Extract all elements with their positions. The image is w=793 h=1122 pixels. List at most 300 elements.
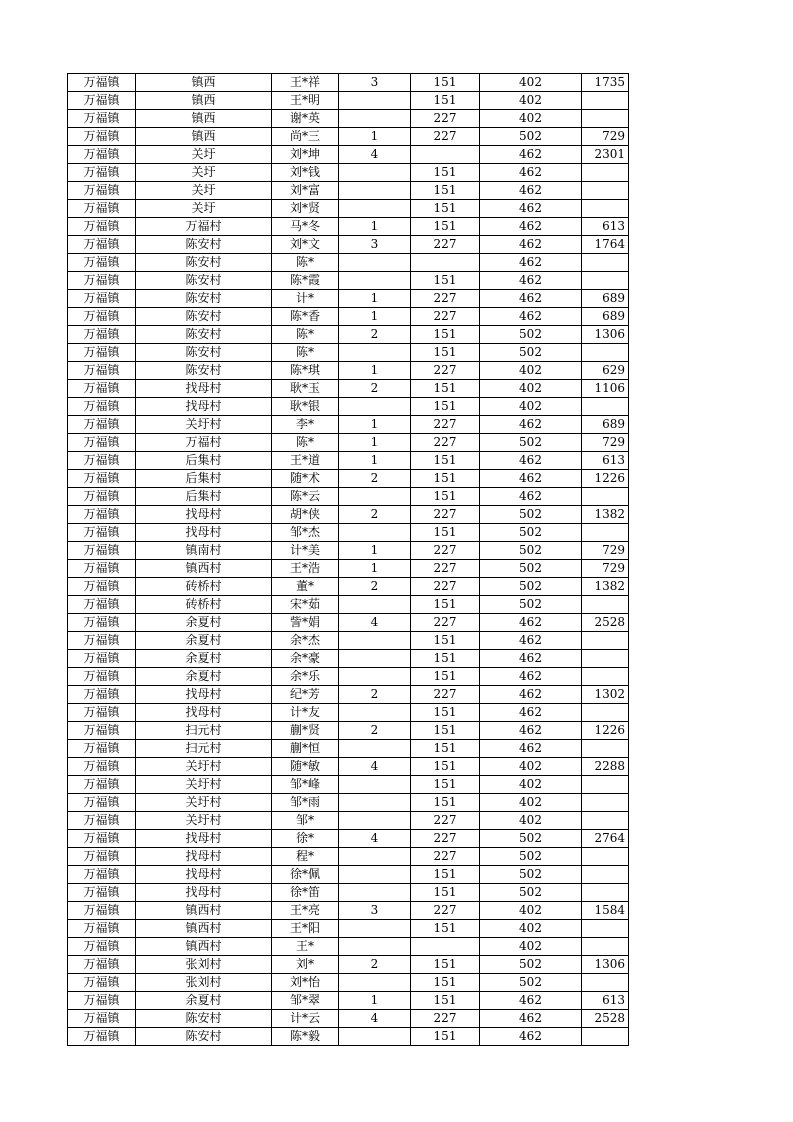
value-a-cell: 151 [411,326,480,344]
village-cell: 镇西村 [136,938,272,956]
village-cell: 关圩村 [136,776,272,794]
village-cell: 余夏村 [136,992,272,1010]
name-cell: 徐*佩 [272,866,339,884]
count-cell: 1 [339,362,411,380]
village-cell: 关圩 [136,164,272,182]
village-cell: 找母村 [136,686,272,704]
town-cell: 万福镇 [68,758,136,776]
value-b-cell: 402 [480,362,582,380]
count-cell [339,596,411,614]
name-cell: 刘* [272,956,339,974]
total-cell: 1735 [582,74,629,92]
name-cell: 刘*钱 [272,164,339,182]
name-cell: 刘*富 [272,182,339,200]
value-b-cell: 462 [480,632,582,650]
table-row [68,956,629,974]
total-cell: 2288 [582,758,629,776]
count-cell: 4 [339,1010,411,1028]
total-cell: 613 [582,218,629,236]
town-cell: 万福镇 [68,272,136,290]
village-cell: 张刘村 [136,974,272,992]
value-a-cell: 227 [411,614,480,632]
village-cell: 扫元村 [136,722,272,740]
value-a-cell: 151 [411,758,480,776]
total-cell [582,740,629,758]
value-a-cell: 151 [411,722,480,740]
value-a-cell: 151 [411,992,480,1010]
count-cell: 1 [339,218,411,236]
value-a-cell: 151 [411,74,480,92]
value-a-cell: 227 [411,686,480,704]
table-row [68,326,629,344]
table-row [68,290,629,308]
table-body [68,74,629,1046]
town-cell: 万福镇 [68,326,136,344]
value-b-cell: 462 [480,668,582,686]
value-a-cell: 227 [411,830,480,848]
count-cell: 4 [339,146,411,164]
table-row [68,542,629,560]
count-cell [339,398,411,416]
name-cell: 余*杰 [272,632,339,650]
town-cell: 万福镇 [68,524,136,542]
value-a-cell: 151 [411,740,480,758]
value-b-cell: 402 [480,920,582,938]
value-b-cell: 402 [480,938,582,956]
value-b-cell: 462 [480,146,582,164]
town-cell: 万福镇 [68,902,136,920]
name-cell: 邹*峰 [272,776,339,794]
village-cell: 后集村 [136,488,272,506]
value-b-cell: 462 [480,992,582,1010]
village-cell: 找母村 [136,884,272,902]
total-cell: 1382 [582,578,629,596]
village-cell: 后集村 [136,452,272,470]
village-cell: 找母村 [136,398,272,416]
table-row [68,398,629,416]
town-cell: 万福镇 [68,506,136,524]
count-cell [339,938,411,956]
town-cell: 万福镇 [68,830,136,848]
town-cell: 万福镇 [68,92,136,110]
town-cell: 万福镇 [68,164,136,182]
table-row [68,416,629,434]
total-cell [582,344,629,362]
value-a-cell: 151 [411,776,480,794]
town-cell: 万福镇 [68,596,136,614]
value-b-cell: 462 [480,614,582,632]
table-row [68,776,629,794]
count-cell [339,182,411,200]
value-a-cell: 227 [411,434,480,452]
count-cell: 1 [339,542,411,560]
value-a-cell: 227 [411,416,480,434]
name-cell: 计*云 [272,1010,339,1028]
total-cell: 1584 [582,902,629,920]
town-cell: 万福镇 [68,362,136,380]
total-cell [582,884,629,902]
village-cell: 关圩村 [136,758,272,776]
table-row [68,560,629,578]
total-cell: 2528 [582,1010,629,1028]
town-cell: 万福镇 [68,920,136,938]
table-row [68,722,629,740]
name-cell: 计* [272,290,339,308]
name-cell: 尚*三 [272,128,339,146]
total-cell: 689 [582,416,629,434]
name-cell: 董* [272,578,339,596]
value-b-cell: 502 [480,524,582,542]
value-b-cell: 402 [480,380,582,398]
name-cell: 邹*雨 [272,794,339,812]
name-cell: 陈*香 [272,308,339,326]
value-b-cell: 402 [480,902,582,920]
table-row [68,902,629,920]
name-cell: 陈* [272,434,339,452]
value-b-cell: 502 [480,830,582,848]
village-cell: 陈安村 [136,1010,272,1028]
village-cell: 镇西村 [136,902,272,920]
town-cell: 万福镇 [68,992,136,1010]
total-cell [582,776,629,794]
count-cell [339,668,411,686]
table-row [68,974,629,992]
village-cell: 余夏村 [136,668,272,686]
count-cell: 1 [339,992,411,1010]
total-cell: 1226 [582,722,629,740]
value-b-cell: 462 [480,452,582,470]
table-row [68,866,629,884]
value-a-cell: 151 [411,596,480,614]
village-cell: 陈安村 [136,290,272,308]
name-cell: 徐*笛 [272,884,339,902]
value-b-cell: 462 [480,272,582,290]
value-a-cell [411,254,480,272]
value-a-cell: 227 [411,308,480,326]
total-cell [582,938,629,956]
name-cell: 谢*英 [272,110,339,128]
name-cell: 耿*银 [272,398,339,416]
count-cell [339,254,411,272]
value-a-cell: 227 [411,362,480,380]
count-cell [339,974,411,992]
value-b-cell: 462 [480,650,582,668]
total-cell: 1306 [582,326,629,344]
count-cell: 1 [339,434,411,452]
total-cell: 1764 [582,236,629,254]
table-row [68,1010,629,1028]
value-a-cell: 151 [411,884,480,902]
town-cell: 万福镇 [68,614,136,632]
total-cell [582,110,629,128]
village-cell: 镇西 [136,92,272,110]
village-cell: 镇西村 [136,560,272,578]
table-row [68,650,629,668]
total-cell: 629 [582,362,629,380]
name-cell: 王*明 [272,92,339,110]
town-cell: 万福镇 [68,956,136,974]
table-row [68,146,629,164]
total-cell: 729 [582,128,629,146]
value-a-cell: 227 [411,542,480,560]
count-cell [339,866,411,884]
total-cell [582,1028,629,1046]
value-b-cell: 462 [480,290,582,308]
table-row [68,668,629,686]
value-b-cell: 502 [480,974,582,992]
table-row [68,884,629,902]
total-cell [582,254,629,272]
total-cell [582,398,629,416]
count-cell: 2 [339,380,411,398]
value-b-cell: 402 [480,794,582,812]
table-row [68,740,629,758]
count-cell [339,920,411,938]
town-cell: 万福镇 [68,884,136,902]
table-row [68,578,629,596]
total-cell [582,812,629,830]
table-row [68,830,629,848]
name-cell: 蒯*恒 [272,740,339,758]
count-cell: 2 [339,326,411,344]
count-cell: 2 [339,578,411,596]
count-cell: 1 [339,308,411,326]
table-row [68,308,629,326]
value-a-cell: 151 [411,650,480,668]
town-cell: 万福镇 [68,416,136,434]
value-a-cell: 151 [411,704,480,722]
value-b-cell: 502 [480,848,582,866]
value-b-cell: 462 [480,686,582,704]
value-b-cell: 462 [480,254,582,272]
town-cell: 万福镇 [68,776,136,794]
count-cell: 4 [339,830,411,848]
count-cell: 2 [339,470,411,488]
name-cell: 陈* [272,326,339,344]
village-cell: 陈安村 [136,236,272,254]
name-cell: 陈* [272,254,339,272]
value-b-cell: 502 [480,956,582,974]
town-cell: 万福镇 [68,290,136,308]
count-cell [339,740,411,758]
name-cell: 蒯*贤 [272,722,339,740]
count-cell: 2 [339,956,411,974]
name-cell: 王* [272,938,339,956]
town-cell: 万福镇 [68,110,136,128]
town-cell: 万福镇 [68,848,136,866]
value-b-cell: 502 [480,506,582,524]
village-cell: 找母村 [136,380,272,398]
table-row [68,362,629,380]
name-cell: 王*阳 [272,920,339,938]
table-row [68,704,629,722]
total-cell [582,596,629,614]
value-a-cell: 227 [411,560,480,578]
village-cell: 找母村 [136,866,272,884]
name-cell: 耿*玉 [272,380,339,398]
total-cell [582,488,629,506]
name-cell: 邹* [272,812,339,830]
value-b-cell: 502 [480,542,582,560]
value-a-cell: 151 [411,1028,480,1046]
value-a-cell: 227 [411,506,480,524]
value-b-cell: 402 [480,812,582,830]
table-row [68,344,629,362]
name-cell: 陈* [272,344,339,362]
count-cell [339,524,411,542]
table-row [68,200,629,218]
count-cell [339,488,411,506]
village-cell: 陈安村 [136,344,272,362]
table-row [68,182,629,200]
village-cell: 后集村 [136,470,272,488]
value-a-cell: 227 [411,902,480,920]
name-cell: 王*浩 [272,560,339,578]
name-cell: 王*祥 [272,74,339,92]
table-row [68,128,629,146]
value-b-cell: 462 [480,236,582,254]
total-cell [582,920,629,938]
village-cell: 扫元村 [136,740,272,758]
village-cell: 陈安村 [136,272,272,290]
value-a-cell: 227 [411,578,480,596]
table-row [68,254,629,272]
value-b-cell: 462 [480,182,582,200]
name-cell: 余*豪 [272,650,339,668]
value-a-cell: 227 [411,236,480,254]
total-cell: 613 [582,992,629,1010]
town-cell: 万福镇 [68,704,136,722]
table-row [68,758,629,776]
table-row [68,488,629,506]
value-a-cell: 227 [411,848,480,866]
town-cell: 万福镇 [68,380,136,398]
name-cell: 陈*云 [272,488,339,506]
village-cell: 找母村 [136,506,272,524]
total-cell [582,524,629,542]
name-cell: 刘*坤 [272,146,339,164]
town-cell: 万福镇 [68,146,136,164]
value-a-cell: 151 [411,200,480,218]
value-b-cell: 502 [480,866,582,884]
table-row [68,686,629,704]
total-cell: 1302 [582,686,629,704]
total-cell [582,668,629,686]
village-cell: 镇西 [136,74,272,92]
table-row [68,434,629,452]
town-cell: 万福镇 [68,938,136,956]
value-b-cell: 402 [480,776,582,794]
name-cell: 刘*怡 [272,974,339,992]
total-cell [582,200,629,218]
table-row [68,920,629,938]
total-cell: 2528 [582,614,629,632]
value-a-cell: 151 [411,920,480,938]
value-b-cell: 462 [480,1028,582,1046]
village-cell: 关圩 [136,182,272,200]
count-cell [339,632,411,650]
value-b-cell: 502 [480,128,582,146]
table-row [68,92,629,110]
value-b-cell: 402 [480,398,582,416]
total-cell: 1382 [582,506,629,524]
count-cell: 3 [339,74,411,92]
count-cell [339,1028,411,1046]
count-cell: 2 [339,686,411,704]
village-cell: 关圩 [136,146,272,164]
town-cell: 万福镇 [68,560,136,578]
value-b-cell: 462 [480,722,582,740]
total-cell [582,848,629,866]
table-row [68,632,629,650]
total-cell [582,92,629,110]
value-b-cell: 402 [480,74,582,92]
total-cell [582,704,629,722]
table-row [68,794,629,812]
town-cell: 万福镇 [68,254,136,272]
table-row [68,74,629,92]
value-a-cell: 151 [411,452,480,470]
value-a-cell: 151 [411,398,480,416]
village-cell: 陈安村 [136,308,272,326]
town-cell: 万福镇 [68,794,136,812]
total-cell: 1226 [582,470,629,488]
village-cell: 万福村 [136,434,272,452]
town-cell: 万福镇 [68,308,136,326]
count-cell: 1 [339,290,411,308]
value-b-cell: 502 [480,434,582,452]
count-cell: 3 [339,902,411,920]
name-cell: 徐* [272,830,339,848]
value-b-cell: 502 [480,560,582,578]
name-cell: 纪*芳 [272,686,339,704]
name-cell: 随*敏 [272,758,339,776]
table-row [68,596,629,614]
total-cell [582,272,629,290]
count-cell: 2 [339,506,411,524]
name-cell: 程* [272,848,339,866]
value-a-cell: 151 [411,182,480,200]
village-cell: 关圩村 [136,812,272,830]
town-cell: 万福镇 [68,1010,136,1028]
table-row [68,938,629,956]
value-b-cell: 402 [480,92,582,110]
town-cell: 万福镇 [68,668,136,686]
town-cell: 万福镇 [68,200,136,218]
town-cell: 万福镇 [68,470,136,488]
value-a-cell: 151 [411,488,480,506]
town-cell: 万福镇 [68,74,136,92]
table-row [68,272,629,290]
count-cell [339,812,411,830]
count-cell: 2 [339,722,411,740]
table-row [68,524,629,542]
village-cell: 关圩 [136,200,272,218]
value-a-cell: 151 [411,866,480,884]
total-cell: 729 [582,434,629,452]
table-row [68,506,629,524]
town-cell: 万福镇 [68,452,136,470]
town-cell: 万福镇 [68,236,136,254]
village-cell: 余夏村 [136,650,272,668]
name-cell: 邹*杰 [272,524,339,542]
count-cell: 1 [339,416,411,434]
value-a-cell: 151 [411,218,480,236]
count-cell: 3 [339,236,411,254]
name-cell: 宋*茹 [272,596,339,614]
village-cell: 陈安村 [136,326,272,344]
table-row [68,614,629,632]
